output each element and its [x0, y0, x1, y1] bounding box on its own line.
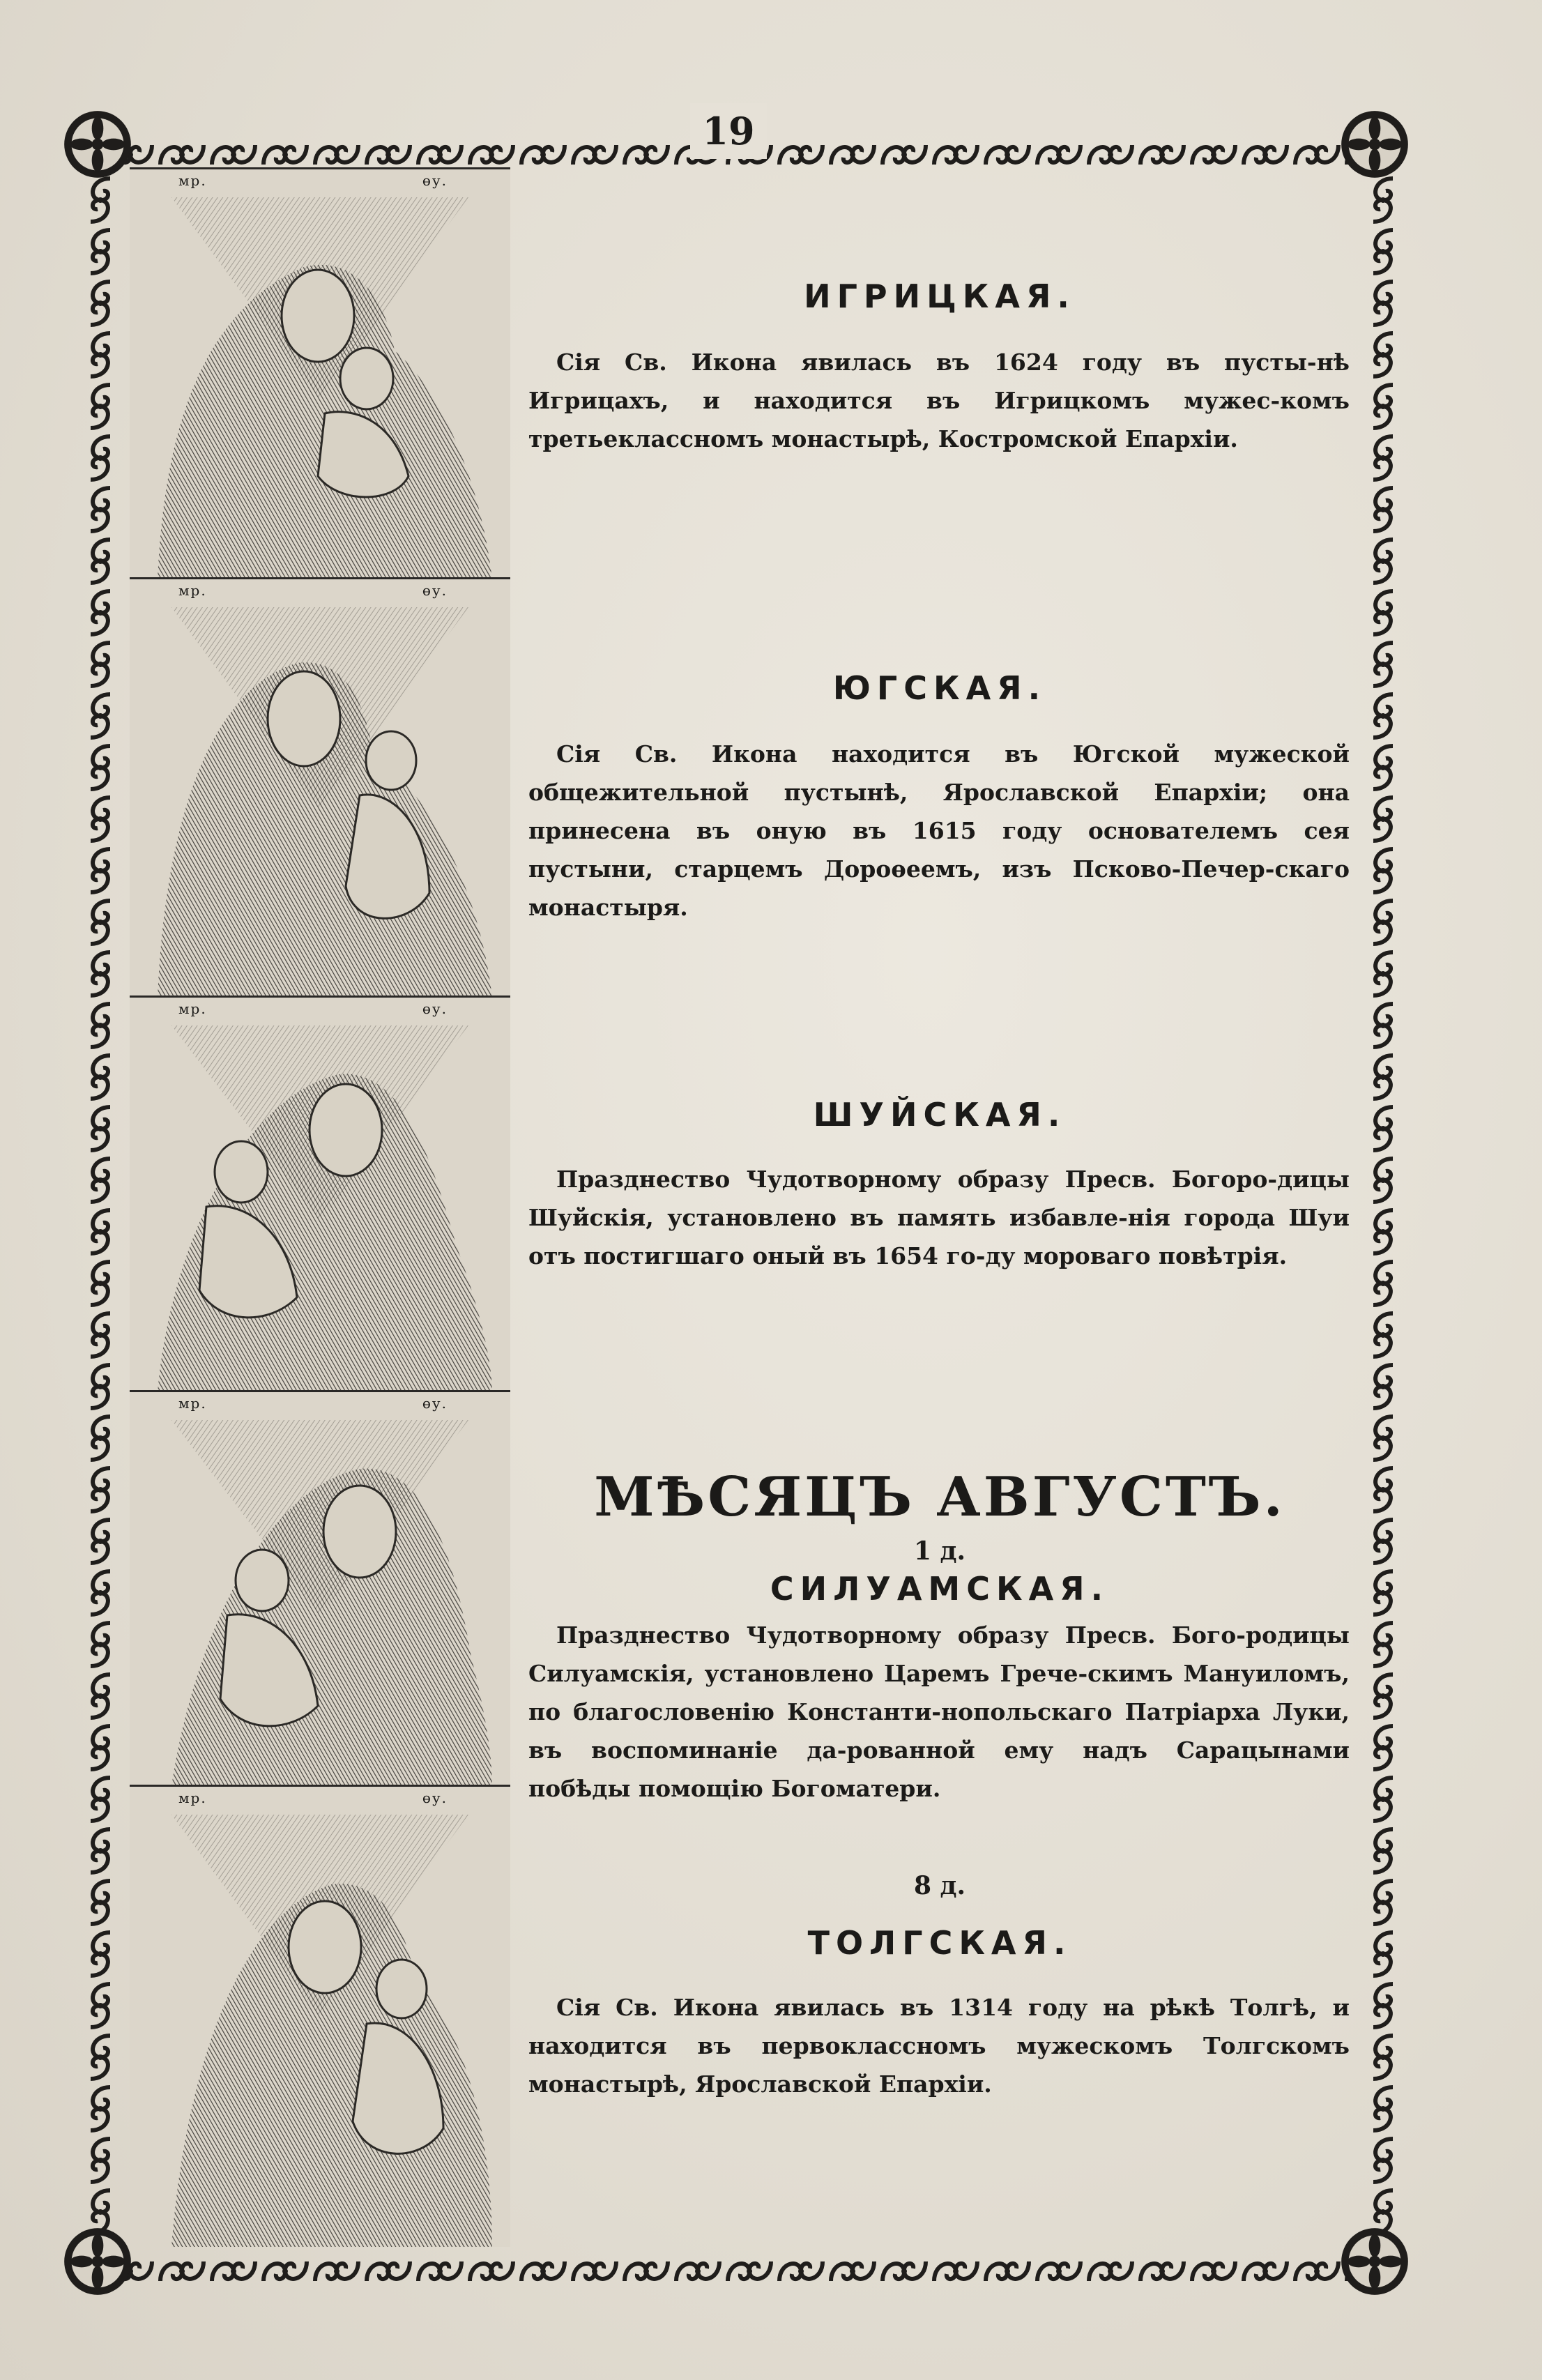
entry-title-tolgskaya: ТОЛГСКАЯ.: [807, 1924, 1072, 1962]
entry-title-yugskaya: ЮГСКАЯ.: [832, 669, 1047, 707]
entry-text-igritskaya: Сія Св. Икона явилась въ 1624 году въ пусты-нѣ Игрицахъ, и находится въ Игрицкомъ мужес-комъ третьеклассномъ монастырѣ, Костромской Епархіи.: [528, 349, 1350, 452]
day-label-tolgskaya: 8 д.: [913, 1871, 966, 1900]
panel-label-right: өу.: [422, 172, 448, 189]
page-number: 19: [690, 103, 767, 159]
panel-label-right: өу.: [422, 1790, 448, 1806]
icon-engravings-column: [130, 167, 510, 2245]
entry-text-tolgskaya: Сія Св. Икона явилась въ 1314 году на рѣкѣ Толгѣ, и находится въ первоклассномъ мужескомъ Толгскомъ монастырѣ, Ярославской Епархіи.: [528, 1994, 1350, 2098]
rosette-ornament-top-left: [61, 108, 134, 181]
panel-label-left: мр.: [178, 582, 207, 599]
icon-engraving-igritskaya: [130, 167, 510, 579]
month-title: МѢСЯЦЪ АВГУСТЪ.: [594, 1465, 1285, 1529]
panel-label-left: мр.: [178, 172, 207, 189]
panel-label-right: өу.: [422, 1395, 448, 1412]
panel-label-left: мр.: [178, 1790, 207, 1806]
entry-title-shuiskaya: ШУЙСКАЯ.: [813, 1096, 1067, 1134]
ornament-border-bottom: [105, 2249, 1373, 2294]
ornament-border-right: [1361, 174, 1405, 2259]
text-column: [523, 167, 1357, 2245]
rosette-ornament-bottom-left: [61, 2225, 134, 2298]
icon-engraving-tolgskaya: [130, 1785, 510, 2247]
day-label-siluamskaya: 1 д.: [913, 1536, 966, 1566]
icon-engraving-shuiskaya: [130, 996, 510, 1392]
panel-label-left: мр.: [178, 1395, 207, 1412]
panel-label-right: өу.: [422, 1000, 448, 1017]
entry-text-siluamskaya: Празднество Чудотворному образу Пресв. Бого-родицы Силуамскія, установлено Царемъ Грече-скимъ Мануиломъ, по благословенію Константи-нопольскаго Патріарха Луки, въ воспоминаніе да-рованной ему надъ Сарацынами побѣды помощію Богоматери.: [528, 1622, 1350, 1802]
panel-label-right: өу.: [422, 582, 448, 599]
icon-engraving-siluamskaya: [130, 1390, 510, 1787]
entry-title-igritskaya: ИГРИЦКАЯ.: [804, 277, 1076, 315]
entry-title-siluamskaya: СИЛУАМСКАЯ.: [770, 1570, 1110, 1608]
entry-text-yugskaya: Сія Св. Икона находится въ Югской мужеской общежительной пустынѣ, Ярославской Епархіи; она принесена въ оную въ 1615 году основателемъ сея пустыни, старцемъ Дороѳеемъ, изъ Псково-Печер-скаго монастыря.: [528, 740, 1350, 921]
ornament-border-left: [78, 174, 123, 2259]
icon-engraving-yugskaya: [130, 577, 510, 998]
panel-label-left: мр.: [178, 1000, 207, 1017]
entry-text-shuiskaya: Празднество Чудотворному образу Пресв. Богоро-дицы Шуйскія, установлено въ память избавле-нія города Шуи отъ постигшаго оный въ 1654 го-ду мороваго повѣтрія.: [528, 1166, 1350, 1269]
